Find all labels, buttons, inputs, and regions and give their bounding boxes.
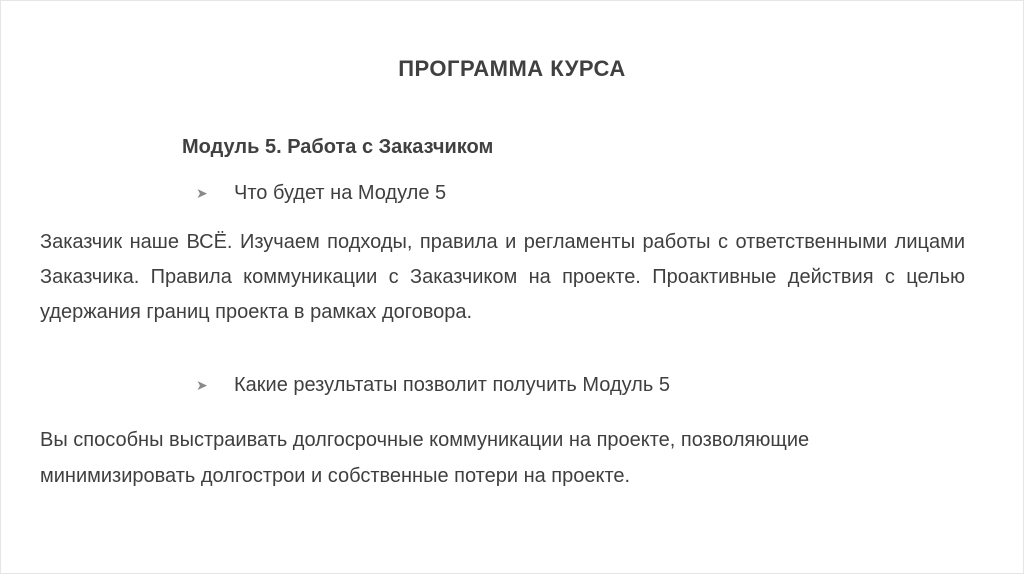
- bullet-item-2: [196, 374, 670, 397]
- paragraph-2-line-1: Вы способны выстраивать долгосрочные коммуникации на проекте, позволяющие: [40, 429, 810, 451]
- arrowhead-bullet-icon: ➤: [196, 185, 208, 201]
- bullet-item-label: Что будет на Модуле 5: [234, 182, 447, 204]
- paragraph-1: Заказчик наше ВСЁ. Изучаем подходы, правила и регламенты работы с ответственными лицами Заказчика. Правила коммуникации с Заказчиком на проекте. Проактивные действия с целью удержания границ проекта в рамках договора.: [40, 231, 965, 323]
- slide-title: ПРОГРАММА КУРСА: [398, 56, 626, 81]
- arrowhead-bullet-icon: ➤: [196, 377, 208, 393]
- paragraph-2-line-2: минимизировать долгострои и собственные потери на проекте.: [40, 465, 631, 487]
- paragraph-2: [40, 422, 965, 494]
- bullet-item-label: Какие результаты позволит получить Модуль 5: [234, 374, 670, 396]
- bullet-item-1: [196, 182, 446, 205]
- module-heading: Модуль 5. Работа с Заказчиком: [182, 136, 494, 158]
